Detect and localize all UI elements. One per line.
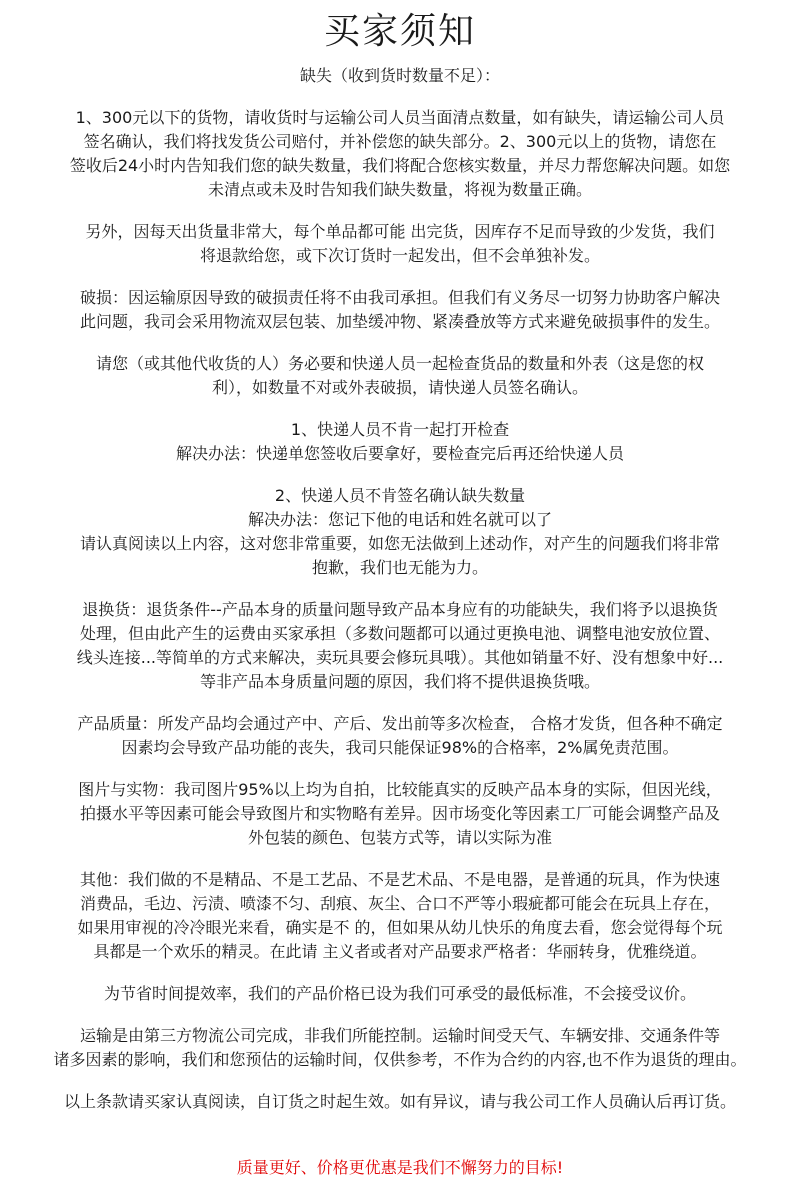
returns-policy-line: 处理，但由此产生的运费由买家承担（多数问题都可以通过更换电池、调整电池安放位置、 xyxy=(79,624,720,643)
shortage-policy-line: 签名确认，我们将找发货公司赔付，并补偿您的缺失部分。2、300元以上的货物，请您在 xyxy=(83,132,717,151)
page-title: 买家须知 xyxy=(323,11,476,52)
case-1-title: 1、快递人员不肯一起打开检查 xyxy=(290,420,510,439)
price-policy-line: 为节省时间提效率，我们的产品价格已设为我们可承受的最低标准，不会接受议价。 xyxy=(103,984,696,1003)
returns-policy-line: 退换货：退货条件--产品本身的质量问题导致产品本身应有的功能缺失，我们将予以退换货 xyxy=(82,600,718,619)
damage-policy-line: 此问题，我司会采用物流双层包装、加垫缓冲物、紧凑叠放等方式来避免破损事件的发生。 xyxy=(79,312,720,331)
effective-notice-line: 以上条款请买家认真阅读，自订货之时起生效。如有异议，请与我公司工作人员确认后再订货。 xyxy=(63,1092,736,1111)
read-carefully-line: 抱歉，我们也无能为力。 xyxy=(311,558,488,577)
other-policy-line: 如果用审视的冷冷眼光来看，确实是不 的，但如果从幼儿快乐的角度去看，您会觉得每个玩 xyxy=(77,918,723,937)
quality-policy-line: 产品质量：所发产品均会通过产中、产后、发出前等多次检查， 合格才发货，但各种不确定 xyxy=(77,714,723,733)
shipping-policy-line: 运输是由第三方物流公司完成，非我们所能控制。运输时间受天气、车辆安排、交通条件等 xyxy=(79,1026,720,1045)
damage-policy-line: 破损：因运输原因导致的破损责任将不由我司承担。但我们有义务尽一切努力协助客户解决 xyxy=(79,288,720,307)
closing-slogan: 质量更好、价格更优惠是我们不懈努力的目标! xyxy=(236,1158,564,1177)
shortage-heading: 缺失（收到货时数量不足）： xyxy=(299,66,500,85)
other-policy-line: 消费品，毛边、污渍、喷漆不匀、刮痕、灰尘、合口不严等小瑕疵都可能会在玩具上存在， xyxy=(79,894,720,913)
case-2-solution: 解决办法：您记下他的电话和姓名就可以了 xyxy=(247,510,552,529)
shortage-policy-line: 签收后24小时内告知我们您的缺失数量，我们将配合您核实数量，并尽力帮您解决问题。如您 xyxy=(69,156,731,175)
photo-policy-line: 拍摄水平等因素可能会导致图片和实物略有差异。因市场变化等因素工厂可能会调整产品及 xyxy=(79,804,720,823)
returns-policy-line: 等非产品本身质量问题的原因，我们将不提供退换货哦。 xyxy=(199,672,600,691)
stock-shortage-line: 另外，因每天出货量非常大，每个单品都可能 出完货，因库存不足而导致的少发货，我们 xyxy=(85,222,715,241)
returns-policy-line: 线头连接...等简单的方式来解决，卖玩具要会修玩具哦）。其他如销量不好、没有想象中好... xyxy=(76,648,724,667)
photo-policy-line: 图片与实物：我司图片95%以上均为自拍，比较能真实的反映产品本身的实际，但因光线， xyxy=(78,780,722,799)
shipping-policy-line: 诸多因素的影响，我们和您预估的运输时间，仅供参考，不作为合约的内容,也不作为退货的理由。 xyxy=(53,1050,747,1069)
other-policy-line: 其他：我们做的不是精品、不是工艺品、不是艺术品、不是电器，是普通的玩具，作为快速 xyxy=(79,870,720,889)
inspection-notice-line: 利），如数量不对或外表破损，请快递人员签名确认。 xyxy=(211,378,588,397)
shortage-policy-line: 1、300元以下的货物，请收货时与运输公司人员当面清点数量，如有缺失，请运输公司人员 xyxy=(75,108,725,127)
inspection-notice-line: 请您（或其他代收货的人）务必要和快递人员一起检查货品的数量和外表（这是您的权 xyxy=(95,354,704,373)
other-policy-line: 具都是一个欢乐的精灵。在此请 主义者或者对产品要求严格者：华丽转身，优雅绕道。 xyxy=(93,942,707,961)
quality-policy-line: 因素均会导致产品功能的丧失，我司只能保证98%的合格率，2%属免责范围。 xyxy=(121,738,679,757)
photo-policy-line: 外包装的颜色、包装方式等，请以实际为准 xyxy=(247,828,552,847)
stock-shortage-line: 将退款给您，或下次订货时一起发出，但不会单独补发。 xyxy=(199,246,600,265)
shortage-policy-line: 未清点或未及时告知我们缺失数量，将视为数量正确。 xyxy=(207,180,592,199)
case-2-title: 2、快递人员不肯签名确认缺失数量 xyxy=(274,486,526,505)
read-carefully-line: 请认真阅读以上内容，这对您非常重要，如您无法做到上述动作，对产生的问题我们将非常 xyxy=(79,534,720,553)
case-1-solution: 解决办法：快递单您签收后要拿好，要检查完后再还给快递人员 xyxy=(175,444,624,463)
